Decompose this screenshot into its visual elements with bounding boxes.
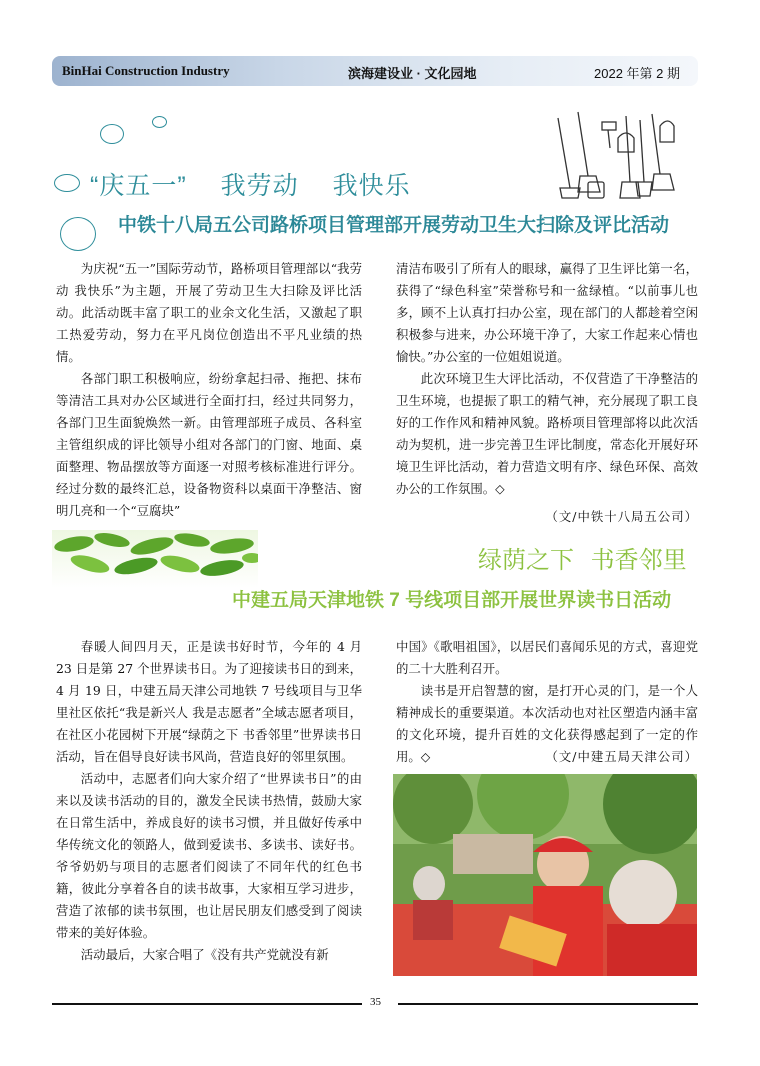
decor-circle	[152, 116, 167, 128]
paragraph: 活动中，志愿者们向大家介绍了“世界读书日”的由来以及读书活动的目的，激发全民读书热情，鼓励大家在日常生活中，养成良好的读书习惯，并且做好传承中华传统文化的领路人，做到爱读书、多读书、读好书。爷爷奶奶与项目的志愿者们阅读了不同年代的红色书籍，彼此分享着各自的读书故事，大家相互学习进步，营造了浓郁的读书氛围，也让居民朋友们感受到了阅读带来的美好体验。	[56, 771, 362, 940]
paragraph: 活动最后，大家合唱了《没有共产党就没有新	[80, 947, 329, 962]
paragraph: 各部门职工积极响应，纷纷拿起扫帚、拖把、抹布等清洁工具对办公区域进行全面打扫，经过共同努力，各部门卫生面貌焕然一新。由管理部班子成员、各科室主管组织成的评比领导小组对各部门的门窗、地面、桌面整理、物品摆放等方面逐一对照考核标准进行评分。经过分数的最终汇总，设备物资科以桌面干净整洁、窗明几亮和一个“豆腐块”	[56, 371, 362, 518]
footer-rule-left	[52, 1003, 362, 1005]
cleaning-tools-illustration	[548, 108, 680, 202]
journal-name: BinHai Construction Industry	[62, 63, 230, 78]
section1-title	[90, 166, 411, 202]
section2-credit: （文/中建五局天津公司）	[545, 749, 698, 764]
title-part: 书香邻里	[590, 547, 687, 574]
title-quote: “庆五一”	[90, 172, 187, 200]
issue-number: 2022 年第 2 期	[594, 66, 680, 81]
green-leaves-banner	[52, 530, 258, 588]
paragraph: 此次环境卫生大评比活动，不仅营造了干净整洁的卫生环境，也提振了职工的精气神，充分展现了职工良好的工作作风和精神风貌。路桥项目管理部将以此次活动为契机，进一步完善卫生评比制度，常态化开展好环境卫生评比活动，着力营造文明有序、绿色环保、高效办公的工作氛围。◇	[396, 371, 698, 496]
paragraph: 为庆祝“五一”国际劳动节，路桥项目管理部以“我劳动 我快乐”为主题，开展了劳动卫生大扫除及评比活动。此活动既丰富了职工的业余文化生活，又激起了职工热爱劳动，努力在平凡岗位创造出不平凡业绩的热情。	[56, 261, 362, 364]
page-number: 35	[370, 996, 381, 1008]
title-part: 我快乐	[332, 172, 411, 200]
header-band	[52, 56, 698, 86]
section1-credit: （文/中铁十八局五公司）	[545, 509, 698, 524]
section1-right-column	[396, 258, 698, 528]
title-part: 我劳动	[220, 172, 299, 200]
section1-left-column	[56, 258, 362, 522]
decor-circle	[60, 217, 96, 251]
decor-circle	[54, 174, 80, 192]
decor-circle	[100, 124, 124, 144]
paragraph: 春暖人间四月天，正是读书好时节，今年的 4 月 23 日是第 27 个世界读书日。为了迎接读书日的到来，4 月 19 日，中建五局天津公司地铁 7 号线项目与卫华里社区依托“我是新兴人 我是志愿者”全域志愿者项目，在社区小花园树下开展“绿荫之下 书香邻里”世界读书日活动，旨在倡导良好读书风尚，营造良好的邻里氛围。	[56, 639, 362, 764]
footer-rule-right	[398, 1003, 698, 1005]
section2-right-column	[396, 636, 698, 768]
paragraph: 清洁布吸引了所有人的眼球，赢得了卫生评比第一名，获得了“绿色科室”荣誉称号和一盆绿植。“以前事儿也多，顾不上认真打扫办公室，现在部门的人都趁着空闲积极参与进来，办公环境干净了，大家工作起来心情也愉快。”办公室的一位姐姐说道。	[396, 261, 698, 364]
column-name: 滨海建设业 · 文化园地	[348, 66, 477, 81]
section2-title	[478, 540, 687, 575]
section2-left-column	[56, 636, 362, 966]
reading-event-photo	[393, 774, 697, 976]
paragraph: 读书是开启智慧的窗，是打开心灵的门，是一个人精神成长的重要渠道。本次活动也对社区塑造内涵丰富的文化环境，提升百姓的文化获得感起到了一定的作用。◇	[396, 683, 698, 764]
section2-subtitle: 中建五局天津地铁 7 号线项目部开展世界读书日活动	[232, 590, 672, 611]
section1-subtitle: 中铁十八局五公司路桥项目管理部开展劳动卫生大扫除及评比活动	[118, 215, 670, 236]
paragraph: 中国》《歌唱祖国》，以居民们喜闻乐见的方式，喜迎党的二十大胜利召开。	[396, 639, 698, 676]
title-part: 绿荫之下	[478, 547, 574, 574]
